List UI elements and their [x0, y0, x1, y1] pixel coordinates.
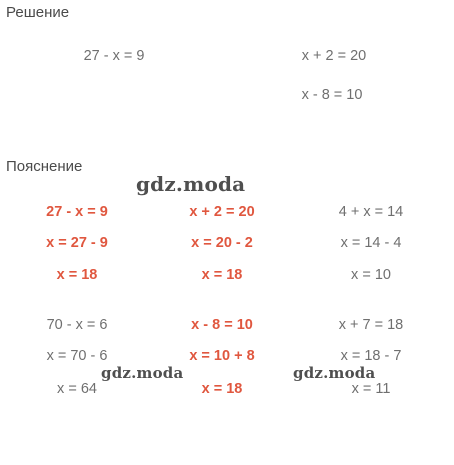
explanation-block-5-line-2: x = 10 + 8: [189, 348, 255, 364]
explanation-block-1-line-2: x = 27 - 9: [46, 235, 108, 251]
explanation-block-6-line-1: x + 7 = 18: [338, 317, 404, 333]
watermark-gdz-moda: gdz.moda: [293, 364, 376, 382]
explanation-block-2-line-3: x = 18: [201, 267, 243, 283]
explanation-block-4-line-1: 70 - x = 6: [46, 317, 108, 333]
explanation-block-3-line-3: x = 10: [351, 267, 391, 283]
explanation-block-1-line-3: x = 18: [56, 267, 98, 283]
explanation-block-4-line-2: x = 70 - 6: [46, 348, 108, 364]
explanation-block-4-line-3: x = 64: [57, 381, 97, 397]
explanation-heading: Пояснение: [6, 158, 83, 175]
explanation-block-6-line-3: x = 11: [351, 381, 391, 397]
solution-equation-1: 27 - x = 9: [83, 48, 145, 64]
explanation-block-3-line-2: x = 14 - 4: [340, 235, 402, 251]
explanation-block-1-line-1: 27 - x = 9: [46, 204, 108, 220]
explanation-block-3-line-1: 4 + x = 14: [338, 204, 404, 220]
explanation-block-2-line-1: x + 2 = 20: [189, 204, 255, 220]
explanation-block-5-line-1: x - 8 = 10: [191, 317, 253, 333]
solution-heading: Решение: [6, 4, 70, 21]
explanation-block-6-line-2: x = 18 - 7: [340, 348, 402, 364]
explanation-block-2-line-2: x = 20 - 2: [191, 235, 253, 251]
solution-equation-2: x + 2 = 20: [301, 48, 367, 64]
explanation-block-5-line-3: x = 18: [201, 381, 243, 397]
solution-equation-3: x - 8 = 10: [301, 87, 363, 103]
watermark-gdz-moda: gdz.moda: [136, 172, 246, 196]
watermark-gdz-moda: gdz.moda: [101, 364, 184, 382]
